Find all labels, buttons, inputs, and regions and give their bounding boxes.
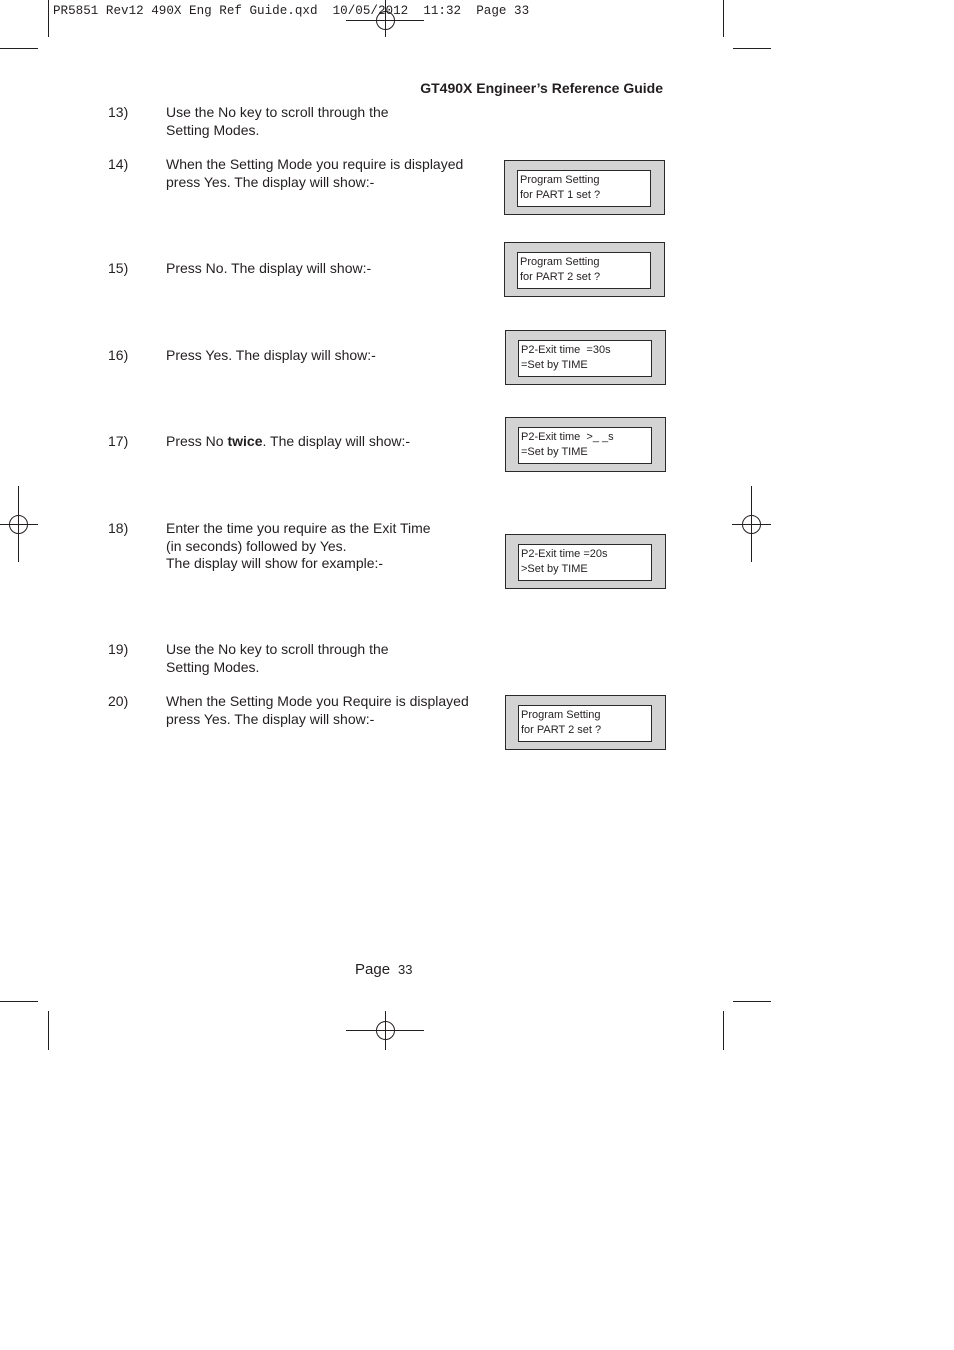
lcd-display-step-14 (504, 160, 665, 215)
step-18 (108, 520, 488, 580)
step-line: press Yes. The display will show:- (166, 710, 375, 727)
page-footer (355, 960, 413, 980)
file-header: PR5851 Rev12 490X Eng Ref Guide.qxd 10/05/2012 11:32 Page 33 (53, 4, 530, 18)
page-label: Page (355, 961, 391, 978)
lcd-screen (517, 252, 651, 289)
lcd-line-1: Program Setting (520, 173, 600, 186)
lcd-line-2: =Set by TIME (521, 358, 588, 371)
step-line: Use the No key to scroll through the (166, 641, 389, 657)
lcd-line-1: Program Setting (521, 708, 601, 721)
lcd-display-step-20 (505, 695, 666, 750)
step-line: (in seconds) followed by Yes. (166, 537, 347, 554)
step-13 (108, 104, 488, 164)
lcd-line-1: Program Setting (520, 255, 600, 268)
step-20 (108, 693, 488, 753)
lcd-screen (517, 170, 651, 207)
step-19 (108, 641, 488, 701)
step-text (166, 156, 463, 191)
step-line: Enter the time you require as the Exit Time (166, 520, 431, 536)
step-line: press Yes. The display will show:- (166, 173, 375, 190)
lcd-line-2: for PART 2 set ? (521, 723, 602, 736)
step-line: Press No. The display will show:- (166, 260, 372, 276)
step-number: 13) (108, 104, 129, 120)
running-title: GT490X Engineer’s Reference Guide (420, 80, 663, 96)
step-text-part: . The display will show:- (262, 433, 411, 449)
lcd-screen (518, 544, 652, 581)
step-text-emphasis: twice (227, 433, 263, 449)
step-text (166, 693, 469, 728)
lcd-screen (518, 427, 652, 464)
lcd-display-step-16 (505, 330, 666, 385)
step-17 (108, 433, 488, 493)
lcd-display-step-17 (505, 417, 666, 472)
step-14 (108, 156, 488, 216)
step-15 (108, 260, 488, 320)
step-text (166, 260, 371, 278)
step-text (166, 104, 389, 139)
step-number: 17) (108, 433, 129, 449)
step-number: 19) (108, 641, 129, 657)
step-line: Setting Modes. (166, 658, 260, 675)
step-number: 14) (108, 156, 129, 172)
lcd-line-2: >Set by TIME (521, 562, 588, 575)
step-text (166, 347, 376, 365)
step-text (166, 433, 410, 451)
lcd-line-2: for PART 2 set ? (520, 270, 601, 283)
step-text (166, 520, 431, 573)
step-number: 16) (108, 347, 129, 363)
step-line: Press Yes. The display will show:- (166, 347, 376, 363)
step-number: 15) (108, 260, 129, 276)
lcd-line-1: P2-Exit time =30s (521, 343, 611, 356)
page-number: 33 (398, 962, 413, 977)
lcd-screen (518, 705, 652, 742)
lcd-line-2: for PART 1 set ? (520, 188, 601, 201)
step-line: When the Setting Mode you Require is displayed (166, 693, 469, 709)
lcd-line-1: P2-Exit time =20s (521, 547, 608, 560)
step-line: When the Setting Mode you require is displayed (166, 156, 464, 172)
lcd-display-step-18 (505, 534, 666, 589)
step-text-part: Press No (166, 433, 228, 449)
step-number: 20) (108, 693, 129, 709)
lcd-display-step-15 (504, 242, 665, 297)
lcd-line-2: =Set by TIME (521, 445, 588, 458)
step-line: Setting Modes. (166, 121, 260, 138)
step-line: Use the No key to scroll through the (166, 104, 389, 120)
step-line: The display will show for example:- (166, 555, 384, 571)
step-text (166, 641, 389, 676)
step-16 (108, 347, 488, 407)
step-line (166, 433, 410, 451)
lcd-line-1: P2-Exit time >_ _s (521, 430, 614, 443)
lcd-screen (518, 340, 652, 377)
step-number: 18) (108, 520, 129, 536)
